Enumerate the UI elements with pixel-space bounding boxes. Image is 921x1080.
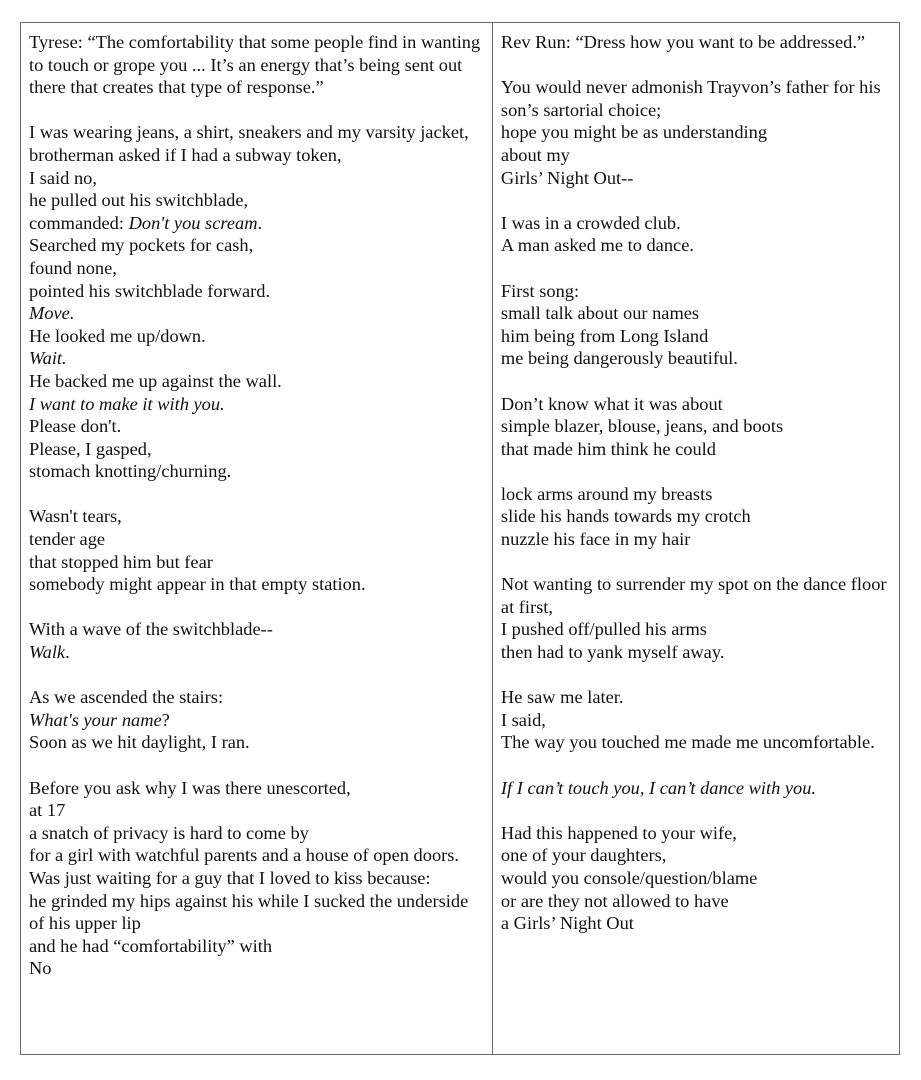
stanza — [501, 393, 893, 461]
line-text: Had this happened to your wife, — [500, 822, 737, 843]
line-text: He looked me up/down. — [29, 325, 206, 346]
poem-line — [29, 799, 486, 822]
line-text: I pushed off/pulled his arms — [500, 619, 707, 640]
stanza — [29, 777, 486, 980]
line-text: would you console/question/blame — [500, 867, 758, 888]
poem-line — [29, 347, 486, 370]
poem-line — [29, 935, 486, 958]
line-text: As we ascended the stairs: — [29, 687, 224, 708]
poem-table — [20, 22, 900, 1055]
poem-line — [501, 31, 893, 54]
line-text: With a wave of the switchblade-- — [29, 619, 273, 640]
line-text: . — [257, 212, 263, 233]
stanza — [501, 777, 893, 800]
line-text: for a girl with watchful parents and a house of open doors. — [29, 845, 460, 866]
poem-line — [29, 438, 486, 461]
poem-line — [29, 460, 486, 483]
line-text: First song: — [500, 280, 580, 301]
line-text: . — [65, 642, 70, 663]
poem-line — [501, 912, 893, 935]
poem-line — [501, 890, 893, 913]
line-text: Before you ask why I was there unescorted, — [29, 777, 351, 798]
line-text: Please, I gasped, — [29, 438, 152, 459]
poem-line — [29, 957, 486, 980]
poem-line — [29, 844, 486, 867]
poem-line — [29, 709, 486, 732]
line-text: nuzzle his face in my hair — [500, 529, 691, 550]
line-text: then had to yank myself away. — [500, 642, 725, 663]
line-text: a snatch of privacy is hard to come by — [29, 822, 309, 843]
poem-line — [501, 325, 893, 348]
line-text: Girls’ Night Out-- — [500, 167, 634, 188]
stanza — [29, 618, 486, 663]
poem-line — [29, 890, 486, 935]
poem-line — [29, 212, 486, 235]
poem-line — [501, 212, 893, 235]
poem-line — [501, 618, 893, 641]
line-text: he grinded my hips against his while I sucked the underside of his upper lip — [29, 890, 469, 934]
poem-line — [501, 144, 893, 167]
line-text: somebody might appear in that empty station. — [29, 574, 366, 595]
italic-text: If I can’t touch you, I can’t dance with you. — [500, 777, 817, 798]
poem-line — [29, 234, 486, 257]
line-text: Was just waiting for a guy that I loved to kiss because: — [29, 867, 431, 888]
poem-line — [29, 777, 486, 800]
line-text: I said, — [500, 709, 546, 730]
line-text: or are they not allowed to have — [500, 890, 729, 911]
right-column — [493, 23, 899, 1054]
left-column — [21, 23, 493, 1054]
line-text: I said no, — [29, 167, 97, 188]
poem-line — [29, 302, 486, 325]
poem-line — [29, 31, 486, 99]
poem-line — [501, 234, 893, 257]
poem-line — [501, 280, 893, 303]
stanza — [29, 31, 486, 99]
line-text: commanded: — [29, 212, 129, 233]
poem-line — [29, 144, 486, 167]
line-text: found none, — [29, 257, 117, 278]
line-text: ? — [161, 709, 170, 730]
line-text: that made him think he could — [500, 438, 716, 459]
stanza — [501, 686, 893, 754]
line-text: at 17 — [29, 800, 66, 821]
stanza — [501, 483, 893, 551]
poem-line — [29, 551, 486, 574]
line-text: small talk about our names — [500, 303, 700, 324]
line-text: brotherman asked if I had a subway token, — [29, 144, 342, 165]
poem-line — [501, 76, 893, 121]
poem-line — [29, 121, 486, 144]
poem-line — [29, 370, 486, 393]
line-text: Rev Run: “Dress how you want to be addressed.” — [500, 32, 866, 52]
line-text: He backed me up against the wall. — [29, 370, 282, 391]
poem-line — [501, 709, 893, 732]
line-text: Soon as we hit daylight, I ran. — [29, 732, 250, 753]
poem-line — [501, 347, 893, 370]
italic-text: Move. — [29, 303, 75, 324]
poem-line — [29, 822, 486, 845]
poem-line — [29, 280, 486, 303]
poem-line — [29, 415, 486, 438]
line-text: one of your daughters, — [500, 845, 667, 866]
italic-text: What's your name — [29, 709, 162, 730]
poem-line — [501, 777, 893, 800]
line-text: No — [29, 958, 52, 979]
poem-line — [29, 189, 486, 212]
poem-line — [29, 325, 486, 348]
line-text: I was in a crowded club. — [500, 212, 681, 233]
line-text: A man asked me to dance. — [500, 235, 694, 256]
poem-line — [29, 528, 486, 551]
stanza — [29, 505, 486, 595]
line-text: simple blazer, blouse, jeans, and boots — [500, 416, 784, 437]
poem-line — [501, 167, 893, 190]
stanza — [501, 76, 893, 189]
line-text: He saw me later. — [500, 687, 624, 708]
italic-text: Wait. — [29, 348, 67, 369]
poem-line — [29, 686, 486, 709]
stanza — [501, 573, 893, 663]
poem-line — [501, 528, 893, 551]
poem-line — [501, 686, 893, 709]
line-text: hope you might be as understanding — [500, 122, 768, 143]
poem-line — [501, 438, 893, 461]
line-text: Searched my pockets for cash, — [29, 235, 254, 256]
line-text: Not wanting to surrender my spot on the dance floor — [500, 574, 887, 595]
stanza — [501, 280, 893, 370]
poem-line — [29, 573, 486, 596]
line-text: him being from Long Island — [500, 325, 709, 346]
line-text: stomach knotting/churning. — [29, 461, 232, 482]
line-text: Wasn't tears, — [29, 506, 122, 527]
line-text: about my — [500, 144, 570, 165]
poem-line — [29, 505, 486, 528]
poem-line — [29, 618, 486, 641]
italic-text: I want to make it with you. — [29, 393, 225, 414]
poem-line — [29, 167, 486, 190]
line-text: pointed his switchblade forward. — [29, 280, 271, 301]
poem-line — [501, 415, 893, 438]
poem-line — [501, 641, 893, 664]
italic-text: Walk — [29, 642, 66, 663]
poem-line — [501, 731, 893, 754]
line-text: at first, — [500, 596, 554, 617]
stanza — [29, 686, 486, 754]
poem-line — [29, 393, 486, 416]
stanza — [501, 31, 893, 54]
stanza — [29, 121, 486, 483]
line-text: a Girls’ Night Out — [500, 913, 634, 934]
poem-line — [29, 731, 486, 754]
line-text: I was wearing jeans, a shirt, sneakers and my varsity jacket, — [29, 122, 469, 143]
line-text: Please don't. — [29, 416, 122, 437]
poem-line — [501, 121, 893, 144]
line-text: Don’t know what it was about — [500, 393, 723, 414]
italic-text: Don't you scream — [128, 212, 258, 233]
poem-line — [29, 641, 486, 664]
line-text: slide his hands towards my crotch — [500, 506, 751, 527]
stanza — [501, 212, 893, 257]
poem-line — [501, 596, 893, 619]
line-text: and he had “comfortability” with — [29, 935, 273, 956]
poem-line — [29, 257, 486, 280]
poem-line — [501, 505, 893, 528]
poem-line — [501, 844, 893, 867]
poem-line — [501, 302, 893, 325]
line-text: The way you touched me made me uncomfortable. — [500, 732, 875, 753]
line-text: You would never admonish Trayvon’s father for his son’s sartorial choice; — [500, 77, 881, 120]
poem-line — [29, 867, 486, 890]
line-text: that stopped him but fear — [29, 551, 213, 572]
line-text: Tyrese: “The comfortability that some people find in wanting to touch or grope you ... It’s an energy that’s being sent out there that creates that type of response.” — [29, 32, 481, 98]
line-text: lock arms around my breasts — [500, 483, 713, 504]
poem-line — [501, 393, 893, 416]
poem-line — [501, 483, 893, 506]
stanza — [501, 822, 893, 935]
line-text: me being dangerously beautiful. — [500, 348, 738, 369]
line-text: he pulled out his switchblade, — [29, 190, 249, 211]
poem-line — [501, 822, 893, 845]
line-text: tender age — [29, 529, 106, 550]
poem-line — [501, 867, 893, 890]
poem-line — [501, 573, 893, 596]
